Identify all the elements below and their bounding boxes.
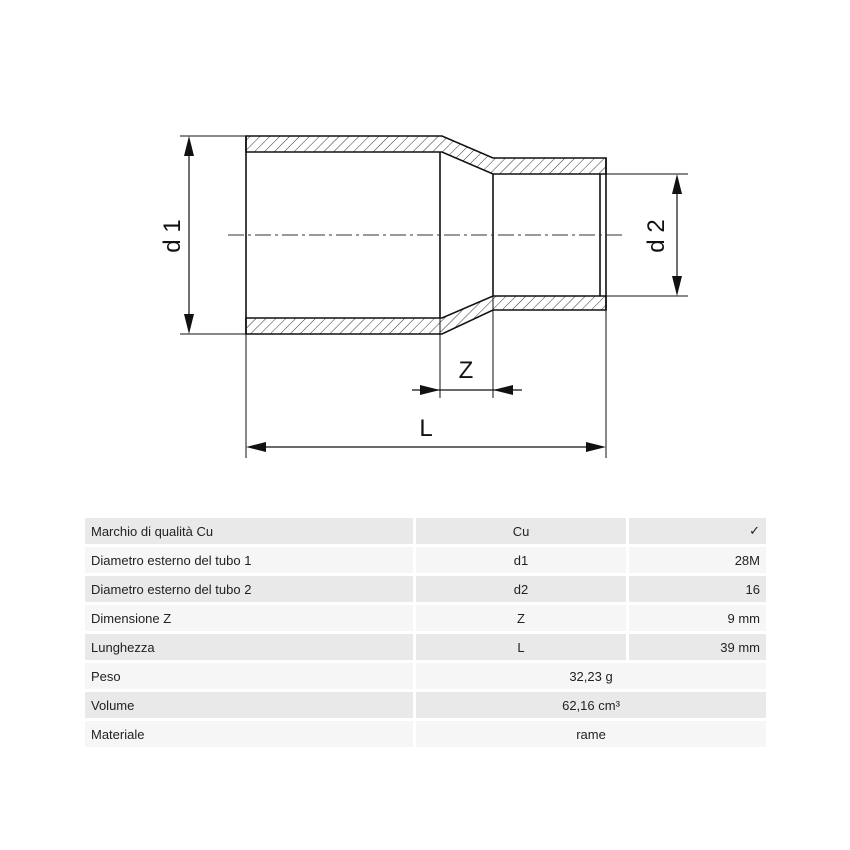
upper-wall-section: [246, 136, 606, 174]
spec-symbol: d2: [416, 576, 629, 602]
spec-label: Diametro esterno del tubo 2: [85, 576, 416, 602]
extension-lines: [180, 136, 688, 458]
d2-label: d 2: [643, 219, 670, 253]
l-label: L: [419, 415, 433, 442]
spec-value: 28M: [629, 547, 766, 573]
d2-dimension: [643, 174, 682, 296]
spec-row-quality-mark: [85, 518, 766, 544]
spec-row-volume: [85, 692, 766, 718]
spec-value: 16: [629, 576, 766, 602]
spec-symbol: L: [416, 634, 629, 660]
l-dimension: [246, 415, 606, 452]
d1-label: d 1: [159, 219, 186, 253]
spec-value: ✓: [629, 518, 766, 544]
spec-value: 32,23 g: [416, 663, 766, 689]
spec-label: Materiale: [85, 721, 416, 747]
spec-row-outer-diameter-2: [85, 576, 766, 602]
spec-label: Dimensione Z: [85, 605, 416, 631]
spec-row-outer-diameter-1: [85, 547, 766, 573]
spec-symbol: d1: [416, 547, 629, 573]
spec-value: 62,16 cm³: [416, 692, 766, 718]
d1-dimension: [159, 136, 194, 334]
spec-label: Diametro esterno del tubo 1: [85, 547, 416, 573]
spec-label: Marchio di qualità Cu: [85, 518, 416, 544]
spec-row-weight: [85, 663, 766, 689]
spec-label: Lunghezza: [85, 634, 416, 660]
z-label: Z: [458, 357, 474, 384]
spec-symbol: Cu: [416, 518, 629, 544]
spec-value: 9 mm: [629, 605, 766, 631]
spec-symbol: Z: [416, 605, 629, 631]
spec-row-dimension-z: [85, 605, 766, 631]
specification-table: [85, 515, 766, 750]
spec-value: 39 mm: [629, 634, 766, 660]
lower-wall-section: [246, 296, 606, 334]
z-dimension: [412, 357, 522, 395]
spec-row-material: [85, 721, 766, 747]
spec-label: Volume: [85, 692, 416, 718]
spec-value: rame: [416, 721, 766, 747]
spec-row-length: [85, 634, 766, 660]
spec-label: Peso: [85, 663, 416, 689]
